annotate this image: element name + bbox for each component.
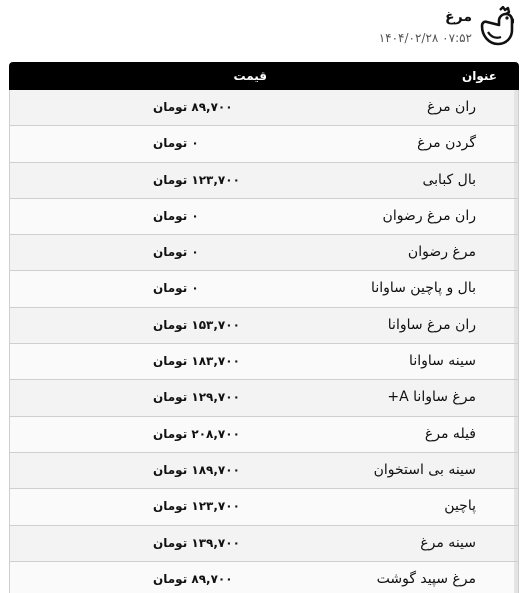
table-row	[9, 453, 519, 489]
item-name: سینه بی استخوان	[373, 461, 476, 478]
row-edge	[514, 526, 518, 561]
table-row	[9, 562, 519, 593]
table-row	[9, 271, 519, 307]
table-row	[9, 344, 519, 380]
row-edge	[514, 308, 518, 343]
item-price: ۱۸۹,۷۰۰ تومان	[153, 462, 240, 477]
item-name: ران مرغ ساوانا	[387, 316, 476, 333]
page-title: مرغ	[445, 9, 472, 25]
row-edge	[514, 344, 518, 379]
item-name: فیله مرغ	[424, 425, 476, 442]
item-name: مرغ ساوانا A+	[387, 389, 476, 406]
item-name: ران مرغ	[427, 99, 476, 115]
item-name: مرغ سپید گوشت	[376, 570, 476, 587]
table-row	[9, 489, 519, 525]
item-name: مرغ رضوان	[407, 244, 476, 261]
chicken-icon	[478, 6, 514, 50]
item-name: بال و پاچین ساوانا	[371, 280, 476, 297]
item-name: سینه مرغ	[420, 534, 476, 551]
row-edge	[514, 380, 518, 415]
item-price: ۱۲۳,۷۰۰ تومان	[153, 172, 240, 187]
table-row	[9, 90, 519, 126]
item-price: ۰ تومان	[153, 208, 199, 223]
table-row	[9, 235, 519, 271]
table-row	[9, 163, 519, 199]
row-edge	[514, 453, 518, 488]
item-price: ۰ تومان	[153, 281, 199, 296]
item-price: ۰ تومان	[153, 245, 199, 260]
table-row	[9, 380, 519, 416]
item-price: ۸۹,۷۰۰ تومان	[153, 571, 233, 586]
timestamp: ۰۷:۵۲ ۱۴۰۴/۰۲/۲۸	[378, 31, 472, 45]
row-edge	[514, 562, 518, 593]
table-body	[9, 90, 519, 593]
item-price: ۱۵۳,۷۰۰ تومان	[153, 317, 240, 332]
table-row	[9, 308, 519, 344]
row-edge	[514, 235, 518, 270]
item-name: گردن مرغ	[417, 135, 476, 152]
row-edge	[514, 126, 518, 161]
item-price: ۱۸۳,۷۰۰ تومان	[153, 354, 240, 369]
item-price: ۰ تومان	[153, 136, 199, 151]
row-edge	[514, 417, 518, 452]
item-price: ۱۲۳,۷۰۰ تومان	[153, 499, 240, 514]
column-header-price: قیمت	[233, 69, 267, 83]
row-edge	[514, 199, 518, 234]
table-row	[9, 526, 519, 562]
page-header	[0, 0, 528, 60]
table-row	[9, 417, 519, 453]
table-row	[9, 199, 519, 235]
price-table	[9, 62, 519, 593]
column-header-name: عنوان	[462, 69, 497, 83]
item-name: ران مرغ رضوان	[382, 207, 476, 224]
table-row	[9, 126, 519, 162]
row-edge	[514, 163, 518, 198]
item-price: ۲۰۸,۷۰۰ تومان	[153, 426, 240, 441]
item-price: ۱۲۹,۷۰۰ تومان	[153, 390, 240, 405]
item-name: بال کبابی	[422, 171, 476, 188]
row-edge	[514, 271, 518, 306]
item-price: ۱۳۹,۷۰۰ تومان	[153, 535, 240, 550]
item-name: پاچین	[444, 498, 476, 515]
item-name: سینه ساوانا	[409, 353, 476, 370]
item-price: ۸۹,۷۰۰ تومان	[153, 100, 233, 114]
row-edge	[514, 90, 518, 125]
row-edge	[514, 489, 518, 524]
table-header	[9, 62, 519, 90]
